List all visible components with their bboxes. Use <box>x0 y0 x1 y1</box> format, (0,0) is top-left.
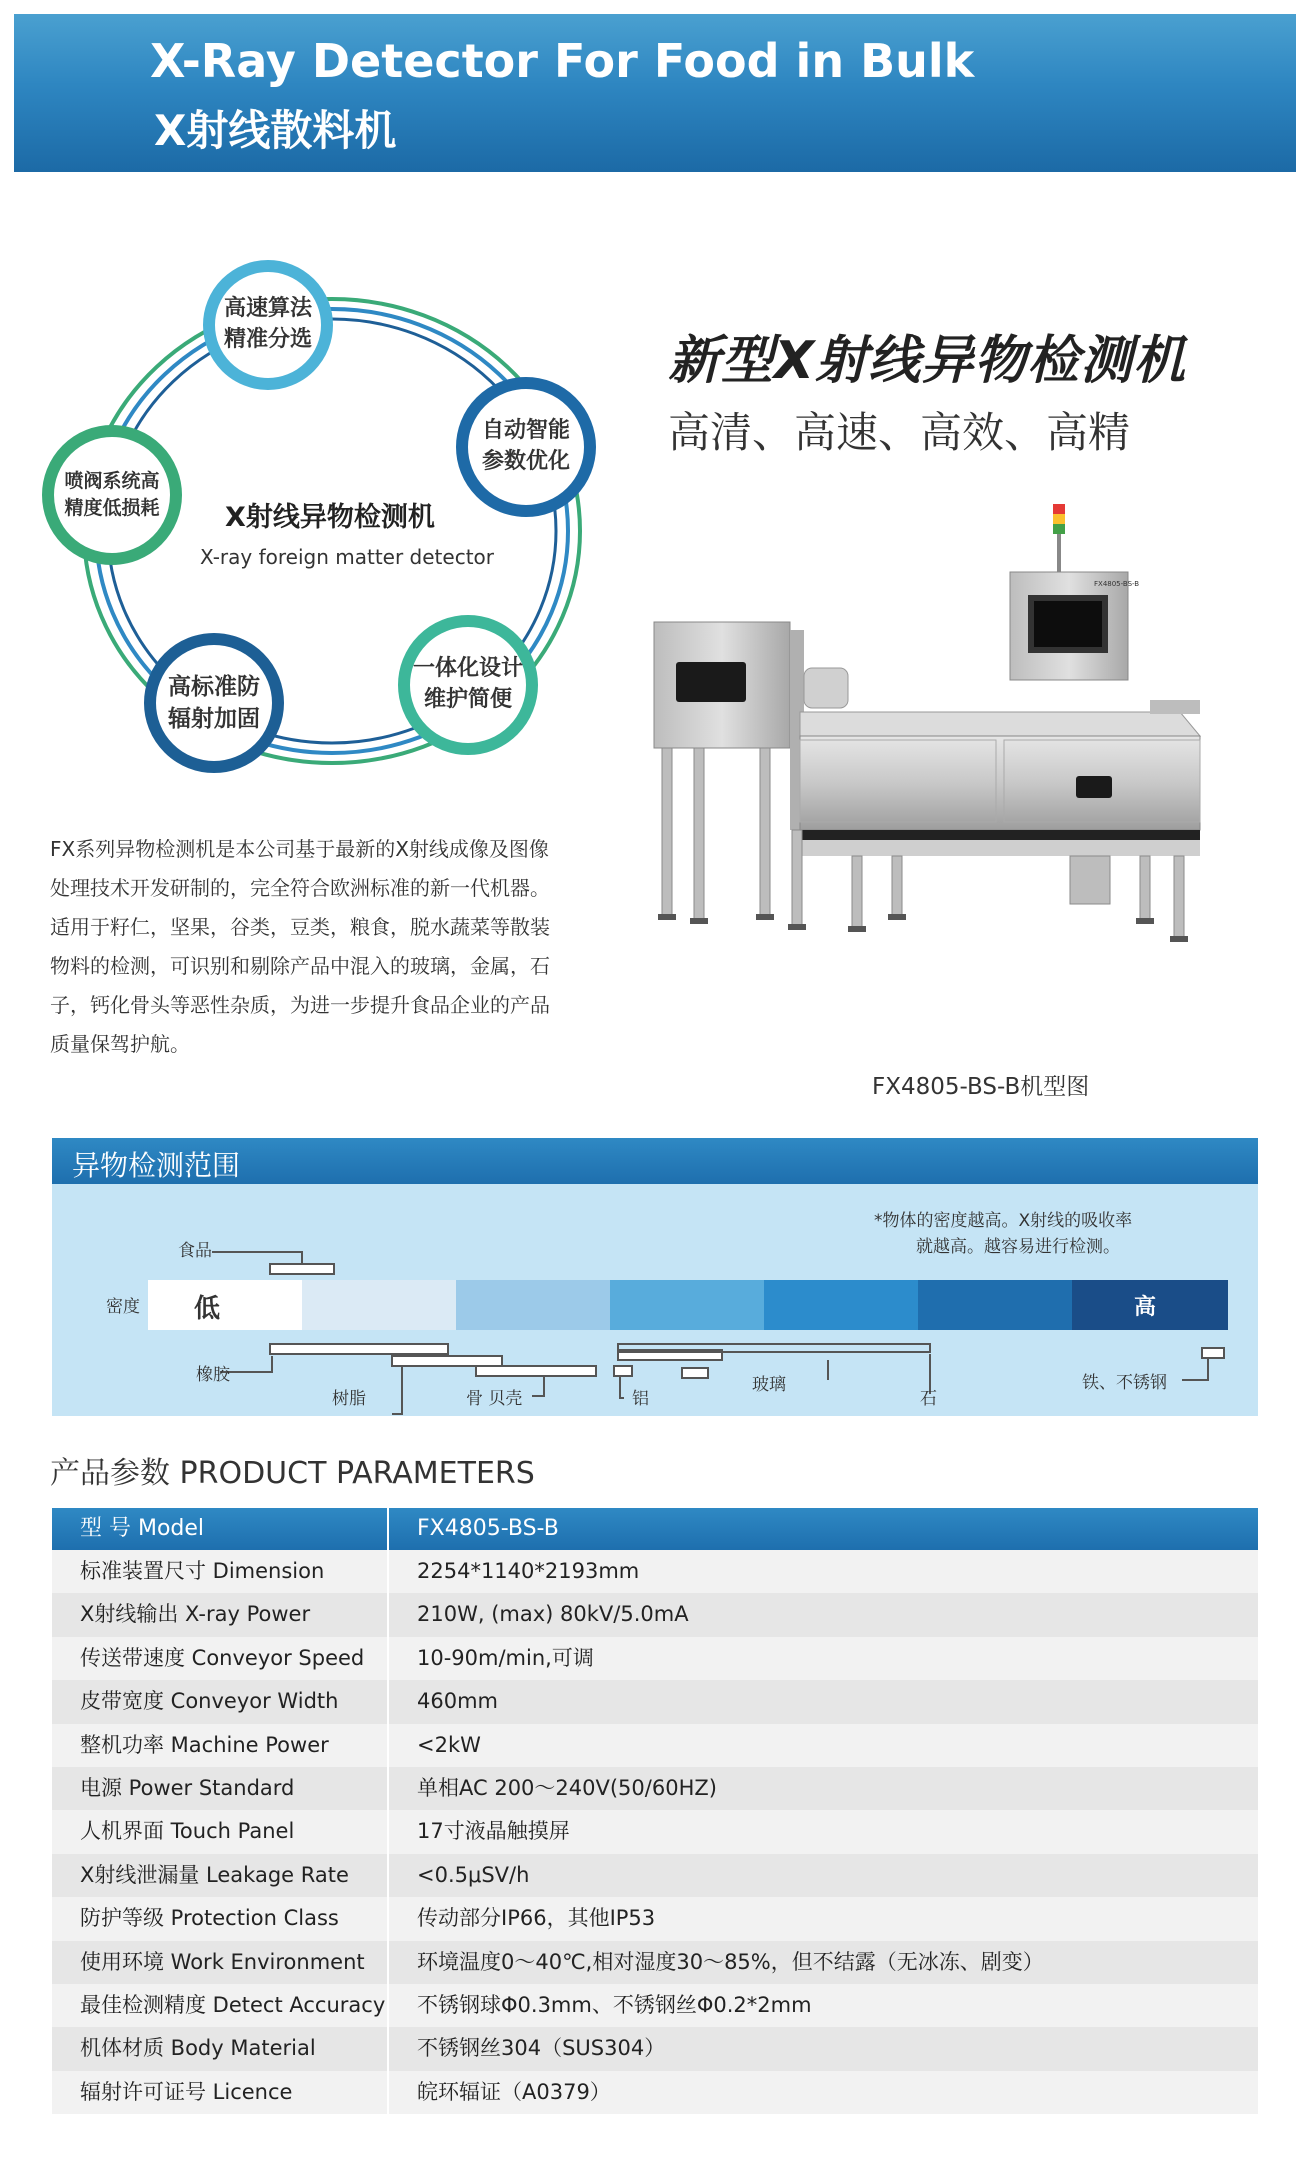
title-cn: X射线散料机 <box>154 106 397 155</box>
range-note-line2: 就越高。越容易进行检测。 <box>916 1237 1120 1257</box>
table-row <box>52 2071 1258 2114</box>
feature-fast-algorithm: 高速算法 精准分选 <box>203 260 333 390</box>
description-line: FX系列异物检测机是本公司基于最新的X射线成像及图像 <box>50 837 549 861</box>
material-iron-steel: 铁、不锈钢 <box>1082 1373 1167 1393</box>
param-value: 单相AC 200～240V(50/60HZ) <box>387 1767 717 1810</box>
param-value: 17寸液晶触摸屏 <box>387 1810 570 1853</box>
table-row <box>52 1854 1258 1897</box>
param-value: <2kW <box>387 1724 481 1767</box>
material-bone-shell: 骨 贝壳 <box>466 1389 523 1409</box>
param-label: 传送带速度 Conveyor Speed <box>80 1645 365 1670</box>
params-title: 产品参数 PRODUCT PARAMETERS <box>50 1456 535 1491</box>
table-row <box>52 1897 1258 1940</box>
diagram-center-title: X射线异物检测机 <box>225 502 435 533</box>
material-rubber: 橡胶 <box>196 1365 230 1385</box>
table-row <box>52 1680 1258 1723</box>
range-title: 异物检测范围 <box>72 1149 241 1182</box>
machine-caption: FX4805-BS-B机型图 <box>872 1074 1090 1100</box>
param-value: 环境温度0～40℃,相对湿度30～85%，但不结露（无冰冻、剧变） <box>387 1941 1044 1984</box>
param-label: 使用环境 Work Environment <box>80 1949 365 1974</box>
param-label: 标准装置尺寸 Dimension <box>80 1559 325 1583</box>
feature-diagram <box>40 255 620 785</box>
table-row <box>52 1941 1258 1984</box>
title-en: X-Ray Detector For Food in Bulk <box>150 34 975 88</box>
params-table <box>52 1508 1258 2114</box>
machine-illustration <box>640 500 1260 970</box>
material-aluminum: 铝 <box>632 1389 649 1409</box>
param-label: 电源 Power Standard <box>80 1775 295 1800</box>
range-section-header <box>52 1138 1258 1184</box>
material-food: 食品 <box>178 1241 212 1261</box>
product-description <box>50 830 590 1064</box>
param-value: <0.5μSV/h <box>387 1854 529 1897</box>
param-label: 辐射许可证号 Licence <box>80 2079 293 2104</box>
feature-radiation-shield: 高标准防 辐射加固 <box>144 633 284 773</box>
feature-valve-system: 喷阀系统高 精度低损耗 <box>42 425 182 565</box>
param-value: 不锈钢丝304（SUS304） <box>387 2027 665 2070</box>
description-line: 物料的检测，可识别和剔除产品中混入的玻璃，金属，石 <box>50 954 550 978</box>
description-line: 适用于籽仁，坚果，谷类，豆类，粮食，脱水蔬菜等散装 <box>50 915 550 939</box>
params-header-row <box>52 1508 1258 1550</box>
params-header-label: 型 号 Model <box>80 1516 205 1541</box>
param-value: 10-90m/min,可调 <box>387 1637 594 1680</box>
param-label: 机体材质 Body Material <box>80 2036 316 2061</box>
param-label: X射线泄漏量 Leakage Rate <box>80 1862 349 1887</box>
description-line: 处理技术开发研制的，完全符合欧洲标准的新一代机器。 <box>50 876 550 900</box>
product-subtitle: 高清、高速、高效、高精 <box>668 408 1131 457</box>
param-label: 皮带宽度 Conveyor Width <box>80 1689 339 1714</box>
header-banner <box>14 14 1296 172</box>
description-line: 质量保驾护航。 <box>50 1032 190 1056</box>
density-high-label: 高 <box>1134 1295 1157 1320</box>
params-header-value: FX4805-BS-B <box>387 1508 559 1550</box>
param-label: 人机界面 Touch Panel <box>80 1819 295 1844</box>
param-label: 防护等级 Protection Class <box>80 1906 339 1931</box>
table-row <box>52 1593 1258 1636</box>
table-row <box>52 2027 1258 2070</box>
feature-auto-tuning: 自动智能 参数优化 <box>456 377 596 517</box>
material-stone: 石 <box>920 1389 937 1409</box>
range-bracket-lines <box>52 1184 1258 1416</box>
param-label: X射线输出 X-ray Power <box>80 1602 311 1627</box>
machine-label: FX4805-BS-B <box>1094 580 1140 588</box>
table-row <box>52 1637 1258 1680</box>
table-row <box>52 1550 1258 1593</box>
diagram-center-subtitle: X-ray foreign matter detector <box>200 545 494 569</box>
feature-integrated-design: 一体化设计 维护简便 <box>398 615 538 755</box>
param-value: 传动部分IP66，其他IP53 <box>387 1897 655 1940</box>
param-value: 210W, (max) 80kV/5.0mA <box>387 1593 689 1636</box>
product-title: 新型X射线异物检测机 <box>668 331 1187 391</box>
param-label: 整机功率 Machine Power <box>80 1732 329 1757</box>
param-value: 2254*1140*2193mm <box>387 1550 639 1593</box>
param-value: 不锈钢球Φ0.3mm、不锈钢丝Φ0.2*2mm <box>387 1984 812 2027</box>
density-label: 密度 <box>106 1297 140 1317</box>
description-line: 子，钙化骨头等恶性杂质，为进一步提升食品企业的产品 <box>50 993 550 1017</box>
table-row <box>52 1984 1258 2027</box>
table-row <box>52 1810 1258 1853</box>
range-note-line1: *物体的密度越高。X射线的吸收率 <box>874 1211 1133 1231</box>
material-resin: 树脂 <box>332 1389 366 1409</box>
density-low-label: 低 <box>194 1294 221 1324</box>
table-row <box>52 1724 1258 1767</box>
param-value: 460mm <box>387 1680 498 1723</box>
machine-drawing <box>640 500 1260 970</box>
param-label: 最佳检测精度 Detect Accuracy <box>80 1992 386 2017</box>
material-glass: 玻璃 <box>752 1375 786 1395</box>
table-row <box>52 1767 1258 1810</box>
param-value: 皖环辐证（A0379） <box>387 2071 611 2114</box>
density-range-chart <box>52 1184 1258 1416</box>
